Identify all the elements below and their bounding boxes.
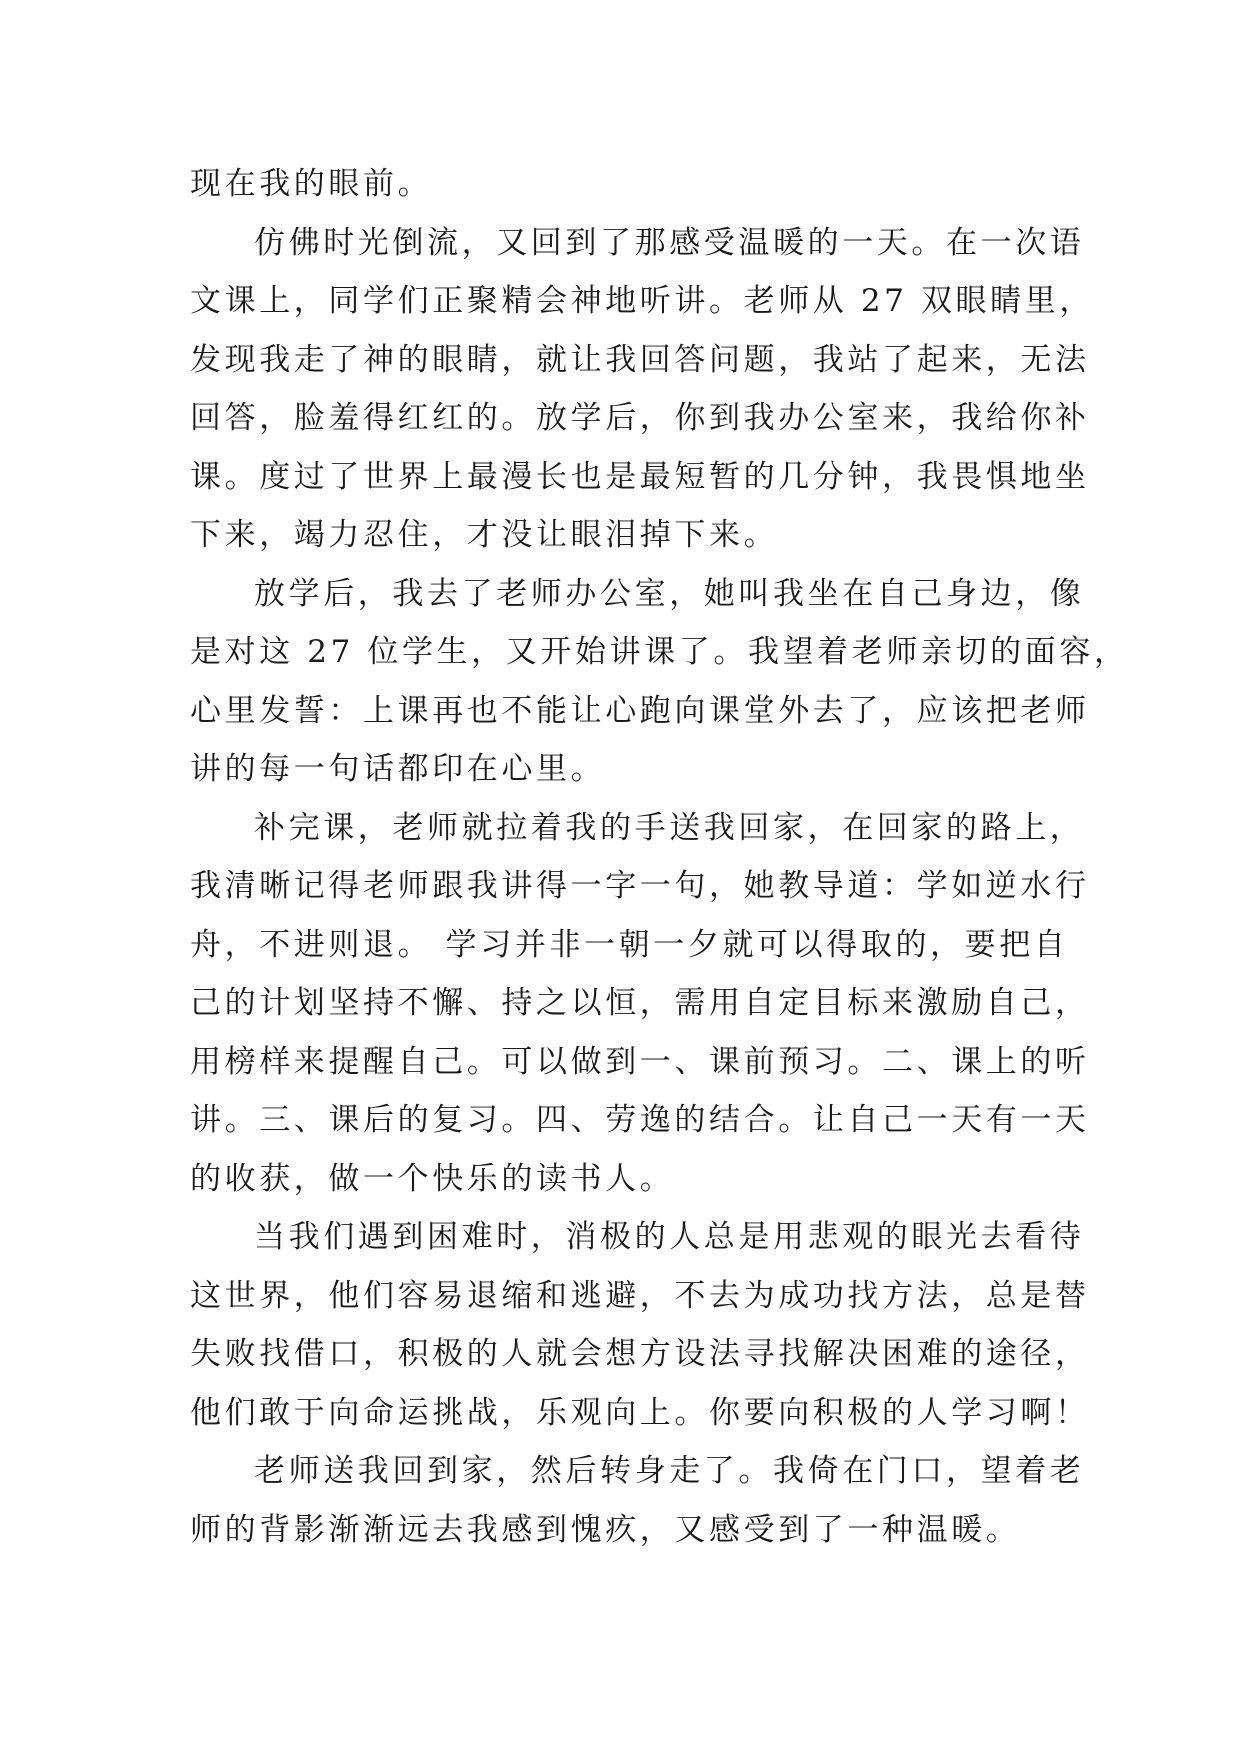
text-line: 回答，脸羞得红红的。放学后，你到我办公室来，我给你补	[190, 400, 1090, 436]
article-body	[190, 155, 1129, 1559]
text-line: 是对这 27 位学生，又开始讲课了。我望着老师亲切的面容，	[190, 634, 1129, 670]
text-line: 放学后，我去了老师办公室，她叫我坐在自己身边，像	[254, 575, 1085, 612]
text-line: 舟，不进则退。 学习并非一朝一夕就可以得取的，要把自	[190, 926, 1069, 963]
text-line: 讲。三、课后的复习。四、劳逸的结合。让自己一天有一天	[190, 1102, 1090, 1138]
text-line: 心里发誓：上课再也不能让心跑向课堂外去了，应该把老师	[190, 692, 1090, 729]
text-line: 当我们遇到困难时，消极的人总是用悲观的眼光去看待	[254, 1219, 1085, 1255]
text-line: 老师送我回到家，然后转身走了。我倚在门口，望着老	[254, 1453, 1085, 1489]
text-line: 文课上，同学们正聚精会神地听讲。老师从 27 双眼睛里，	[190, 283, 1094, 319]
text-line: 师的背影渐渐远去我感到愧疚，又感受到了一种温暖。	[190, 1511, 1021, 1548]
text-line: 这世界，他们容易退缩和逃避，不去为成功找方法，总是替	[190, 1277, 1090, 1314]
text-line: 己的计划坚持不懈、持之以恒，需用自定目标来激励自己，	[190, 985, 1090, 1021]
text-line: 现在我的眼前。	[190, 166, 433, 202]
text-line: 失败找借口，积极的人就会想方设法寻找解决困难的途径，	[190, 1336, 1090, 1372]
text-line: 他们敢于向命运挑战，乐观向上。你要向积极的人学习啊！	[190, 1394, 1090, 1431]
text-line: 下来，竭力忍住，才没让眼泪掉下来。	[190, 517, 779, 553]
text-line: 用榜样来提醒自己。可以做到一、课前预习。二、课上的听	[190, 1043, 1090, 1080]
text-line: 仿佛时光倒流，又回到了那感受温暖的一天。在一次语	[254, 224, 1085, 261]
text-line: 发现我走了神的眼睛，就让我回答问题，我站了起来，无法	[190, 341, 1090, 378]
text-line: 的收获，做一个快乐的读书人。	[190, 1160, 675, 1197]
text-line: 我清晰记得老师跟我讲得一字一句，她教导道：学如逆水行	[190, 868, 1090, 904]
text-line: 课。度过了世界上最漫长也是最短暂的几分钟，我畏惧地坐	[190, 458, 1090, 495]
text-line: 补完课，老师就拉着我的手送我回家，在回家的路上，	[254, 809, 1085, 846]
text-line: 讲的每一句话都印在心里。	[190, 751, 606, 787]
